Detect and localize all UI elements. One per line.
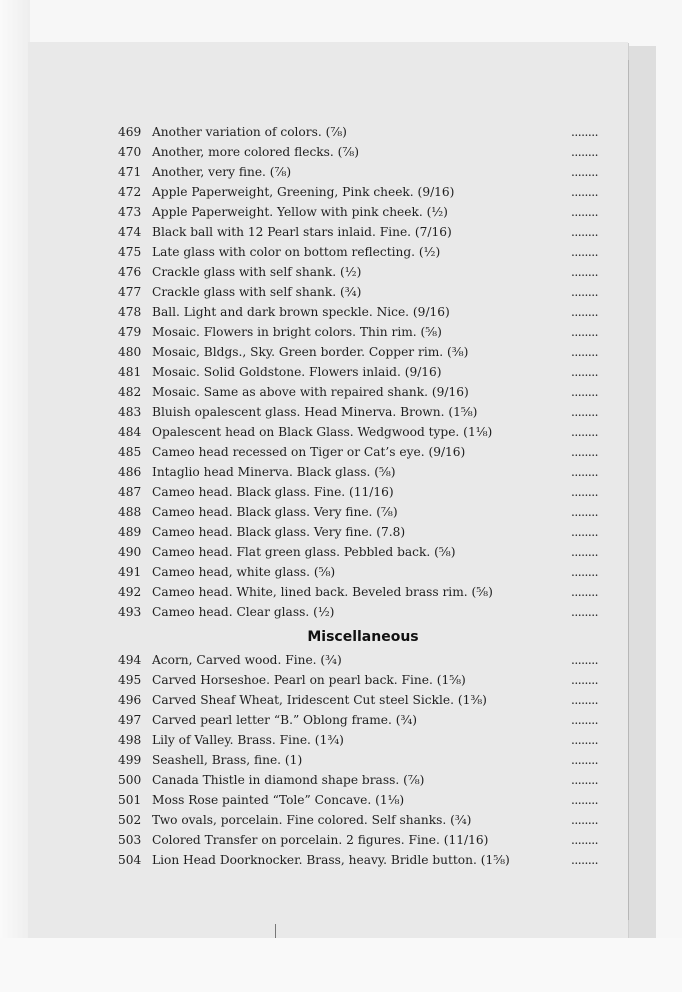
item-description: Bluish opalescent glass. Head Minerva. Brown. (1⅝): [152, 405, 478, 419]
item-number: 498: [118, 733, 142, 747]
item-description: Apple Paperweight, Greening, Pink cheek. (9/16): [152, 185, 455, 199]
item-description: Mosaic. Solid Goldstone. Flowers inlaid. (9/16): [152, 365, 442, 379]
item-description: Apple Paperweight. Yellow with pink cheek. (½): [152, 205, 448, 219]
list-item: [118, 790, 598, 810]
item-number: 477: [118, 285, 142, 299]
item-description: Cameo head. Flat green glass. Pebbled back. (⅝): [152, 545, 456, 559]
list-item: [118, 422, 598, 442]
item-description: Canada Thistle in diamond shape brass. (⅞): [152, 773, 425, 787]
item-description: Cameo head. White, lined back. Beveled brass rim. (⅝): [152, 585, 493, 599]
item-description: Late glass with color on bottom reflecting. (½): [152, 245, 441, 259]
catalog-list: [118, 122, 598, 870]
item-description: Lion Head Doorknocker. Brass, heavy. Bridle button. (1⅝): [152, 853, 510, 867]
list-item: [118, 262, 598, 282]
list-item: [118, 690, 598, 710]
price-leader: ........: [571, 145, 598, 159]
item-description: Cameo head. Black glass. Fine. (11/16): [152, 485, 394, 499]
list-item: [118, 442, 598, 462]
list-item: [118, 730, 598, 750]
price-leader: ........: [571, 833, 598, 847]
price-leader: ........: [571, 165, 598, 179]
item-number: 492: [118, 585, 142, 599]
item-number: 499: [118, 753, 142, 767]
list-item: [118, 462, 598, 482]
price-leader: ........: [571, 813, 598, 827]
item-number: 497: [118, 713, 142, 727]
list-item: [118, 582, 598, 602]
item-description: Mosaic. Flowers in bright colors. Thin rim. (⅝): [152, 325, 442, 339]
item-number: 470: [118, 145, 142, 159]
list-item: [118, 650, 598, 670]
price-leader: ........: [571, 773, 598, 787]
item-number: 473: [118, 205, 142, 219]
list-item: [118, 362, 598, 382]
price-leader: ........: [571, 285, 598, 299]
price-leader: ........: [571, 793, 598, 807]
item-number: 474: [118, 225, 142, 239]
price-leader: ........: [571, 125, 598, 139]
scan-background-bottom: [0, 938, 682, 992]
list-item: [118, 710, 598, 730]
price-leader: ........: [571, 753, 598, 767]
item-description: Intaglio head Minerva. Black glass. (⅝): [152, 465, 396, 479]
list-item: [118, 242, 598, 262]
item-number: 486: [118, 465, 142, 479]
item-description: Cameo head. Black glass. Very fine. (⅞): [152, 505, 398, 519]
price-leader: ........: [571, 425, 598, 439]
price-leader: ........: [571, 345, 598, 359]
list-item: [118, 482, 598, 502]
list-item: [118, 162, 598, 182]
item-number: 500: [118, 773, 142, 787]
item-description: Seashell, Brass, fine. (1): [152, 753, 303, 767]
item-number: 478: [118, 305, 142, 319]
item-number: 501: [118, 793, 142, 807]
scan-background-left: [0, 0, 30, 992]
list-item: [118, 542, 598, 562]
item-number: 491: [118, 565, 142, 579]
list-item: [118, 602, 598, 622]
crop-mark: [275, 924, 276, 938]
item-description: Lily of Valley. Brass. Fine. (1¾): [152, 733, 344, 747]
item-description: Black ball with 12 Pearl stars inlaid. Fine. (7/16): [152, 225, 452, 239]
item-description: Another, more colored flecks. (⅞): [152, 145, 359, 159]
price-leader: ........: [571, 385, 598, 399]
item-number: 494: [118, 653, 142, 667]
item-number: 483: [118, 405, 142, 419]
price-leader: ........: [571, 225, 598, 239]
price-leader: ........: [571, 673, 598, 687]
price-leader: ........: [571, 545, 598, 559]
item-description: Opalescent head on Black Glass. Wedgwood type. (1⅛): [152, 425, 493, 439]
item-description: Cameo head, white glass. (⅝): [152, 565, 336, 579]
price-leader: ........: [571, 365, 598, 379]
item-description: Ball. Light and dark brown speckle. Nice. (9/16): [152, 305, 450, 319]
price-leader: ........: [571, 733, 598, 747]
price-leader: ........: [571, 605, 598, 619]
price-leader: ........: [571, 265, 598, 279]
item-description: Two ovals, porcelain. Fine colored. Self shanks. (¾): [152, 813, 472, 827]
item-description: Crackle glass with self shank. (½): [152, 265, 362, 279]
price-leader: ........: [571, 445, 598, 459]
item-number: 482: [118, 385, 142, 399]
item-description: Another variation of colors. (⅞): [152, 125, 347, 139]
item-description: Another, very fine. (⅞): [152, 165, 292, 179]
price-leader: ........: [571, 693, 598, 707]
item-description: Mosaic. Same as above with repaired shank. (9/16): [152, 385, 469, 399]
item-number: 490: [118, 545, 142, 559]
item-number: 479: [118, 325, 142, 339]
list-item: [118, 142, 598, 162]
item-number: 481: [118, 365, 142, 379]
price-leader: ........: [571, 525, 598, 539]
item-description: Moss Rose painted “Tole” Concave. (1⅛): [152, 793, 405, 807]
list-item: [118, 382, 598, 402]
item-number: 484: [118, 425, 142, 439]
list-item: [118, 222, 598, 242]
price-leader: ........: [571, 185, 598, 199]
item-number: 485: [118, 445, 142, 459]
list-item: [118, 770, 598, 790]
section-b-list: [118, 650, 598, 870]
list-item: [118, 282, 598, 302]
item-number: 489: [118, 525, 142, 539]
item-description: Mosaic, Bldgs., Sky. Green border. Copper rim. (⅜): [152, 345, 469, 359]
price-leader: ........: [571, 405, 598, 419]
item-description: Carved Sheaf Wheat, Iridescent Cut steel Sickle. (1⅜): [152, 693, 487, 707]
item-description: Carved Horseshoe. Pearl on pearl back. Fine. (1⅝): [152, 673, 466, 687]
item-number: 502: [118, 813, 142, 827]
list-item: [118, 750, 598, 770]
item-number: 493: [118, 605, 142, 619]
list-item: [118, 302, 598, 322]
price-leader: ........: [571, 305, 598, 319]
item-number: 488: [118, 505, 142, 519]
item-number: 487: [118, 485, 142, 499]
list-item: [118, 562, 598, 582]
item-description: Crackle glass with self shank. (¾): [152, 285, 362, 299]
item-number: 504: [118, 853, 142, 867]
list-item: [118, 402, 598, 422]
item-description: Acorn, Carved wood. Fine. (¾): [152, 653, 342, 667]
section-a-list: [118, 122, 598, 622]
item-number: 480: [118, 345, 142, 359]
item-description: Colored Transfer on porcelain. 2 figures. Fine. (11/16): [152, 833, 489, 847]
price-leader: ........: [571, 585, 598, 599]
item-number: 475: [118, 245, 142, 259]
list-item: [118, 502, 598, 522]
item-description: Carved pearl letter “B.” Oblong frame. (¾): [152, 713, 418, 727]
item-number: 471: [118, 165, 142, 179]
price-leader: ........: [571, 853, 598, 867]
item-description: Cameo head recessed on Tiger or Cat’s eye. (9/16): [152, 445, 466, 459]
item-description: Cameo head. Clear glass. (½): [152, 605, 335, 619]
list-item: [118, 182, 598, 202]
item-description: Cameo head. Black glass. Very fine. (7.8): [152, 525, 406, 539]
price-leader: ........: [571, 505, 598, 519]
section-heading: Miscellaneous: [307, 629, 419, 645]
price-leader: ........: [571, 245, 598, 259]
price-leader: ........: [571, 485, 598, 499]
list-item: [118, 850, 598, 870]
price-leader: ........: [571, 465, 598, 479]
list-item: [118, 810, 598, 830]
list-item: [118, 522, 598, 542]
list-item: [118, 342, 598, 362]
item-number: 503: [118, 833, 142, 847]
price-leader: ........: [571, 565, 598, 579]
item-number: 469: [118, 125, 142, 139]
list-item: [118, 830, 598, 850]
item-number: 495: [118, 673, 142, 687]
price-leader: ........: [571, 325, 598, 339]
price-leader: ........: [571, 713, 598, 727]
page-fold-line: [628, 60, 629, 920]
item-number: 472: [118, 185, 142, 199]
price-leader: ........: [571, 653, 598, 667]
list-item: [118, 322, 598, 342]
price-leader: ........: [571, 205, 598, 219]
list-item: [118, 202, 598, 222]
item-number: 476: [118, 265, 142, 279]
list-item: [118, 122, 598, 142]
list-item: [118, 670, 598, 690]
item-number: 496: [118, 693, 142, 707]
